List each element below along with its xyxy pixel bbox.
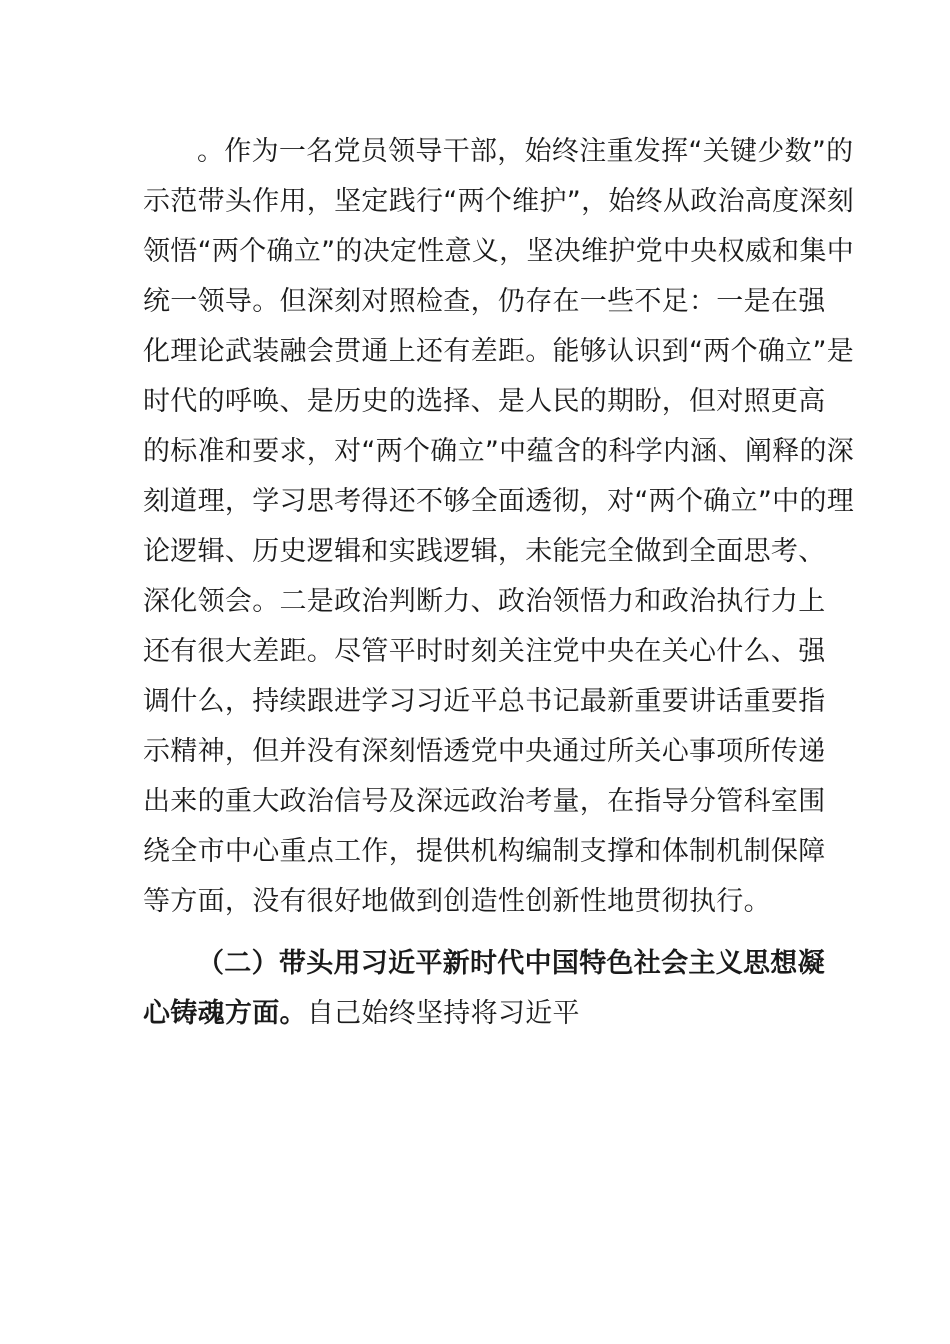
paragraph-1-line-14: 出来的重大政治信号及深远政治考量，在指导分管科室围: [143, 786, 826, 817]
paragraph-1-line-11: 还有很大差距。尽管平时时刻关注党中央在关心什么、强: [143, 636, 826, 667]
section-heading-line-1: （二）带头用习近平新时代中国特色社会主义思想凝: [197, 948, 825, 979]
document-body: [143, 127, 855, 1039]
paragraph-1-line-4: 统一领导。但深刻对照检查，仍存在一些不足：一是在强: [143, 286, 826, 317]
paragraph-1-line-8: 刻道理，学习思考得还不够全面透彻，对“两个确立”中的理: [143, 486, 855, 517]
paragraph-2-line-2: [143, 989, 813, 1039]
paragraph-1-line-7: 的标准和要求，对“两个确立”中蕴含的科学内涵、阐释的深: [143, 436, 855, 467]
paragraph-1-line-1: 。作为一名党员领导干部，始终注重发挥“关键少数”的: [197, 136, 854, 167]
paragraph-1-line-15: 绕全市中心重点工作，提供机构编制支撑和体制机制保障: [143, 836, 826, 867]
paragraph-1-line-16: 等方面，没有很好地做到创造性创新性地贯彻执行。: [143, 886, 771, 917]
section-heading-line-2: 心铸魂方面。: [143, 998, 307, 1029]
paragraph-1-line-2: 示范带头作用，坚定践行“两个维护”，始终从政治高度深刻: [143, 186, 855, 217]
paragraph-1-line-10: 深化领会。二是政治判断力、政治领悟力和政治执行力上: [143, 586, 826, 617]
paragraph-1-line-6: 时代的呼唤、是历史的选择、是人民的期盼，但对照更高: [143, 386, 826, 417]
paragraph-2-text: 自己始终坚持将习近平: [306, 998, 580, 1029]
paragraph-1-line-5: 化理论武装融会贯通上还有差距。能够认识到“两个确立”是: [143, 336, 855, 367]
paragraph-1-line-13: 示精神，但并没有深刻悟透党中央通过所关心事项所传递: [143, 736, 826, 767]
paragraph-1-line-3: 领悟“两个确立”的决定性意义，坚决维护党中央权威和集中: [143, 236, 855, 267]
paragraph-1-line-9: 论逻辑、历史逻辑和实践逻辑，未能完全做到全面思考、: [143, 536, 826, 567]
paragraph-1-line-12: 调什么，持续跟进学习习近平总书记最新重要讲话重要指: [143, 686, 826, 717]
